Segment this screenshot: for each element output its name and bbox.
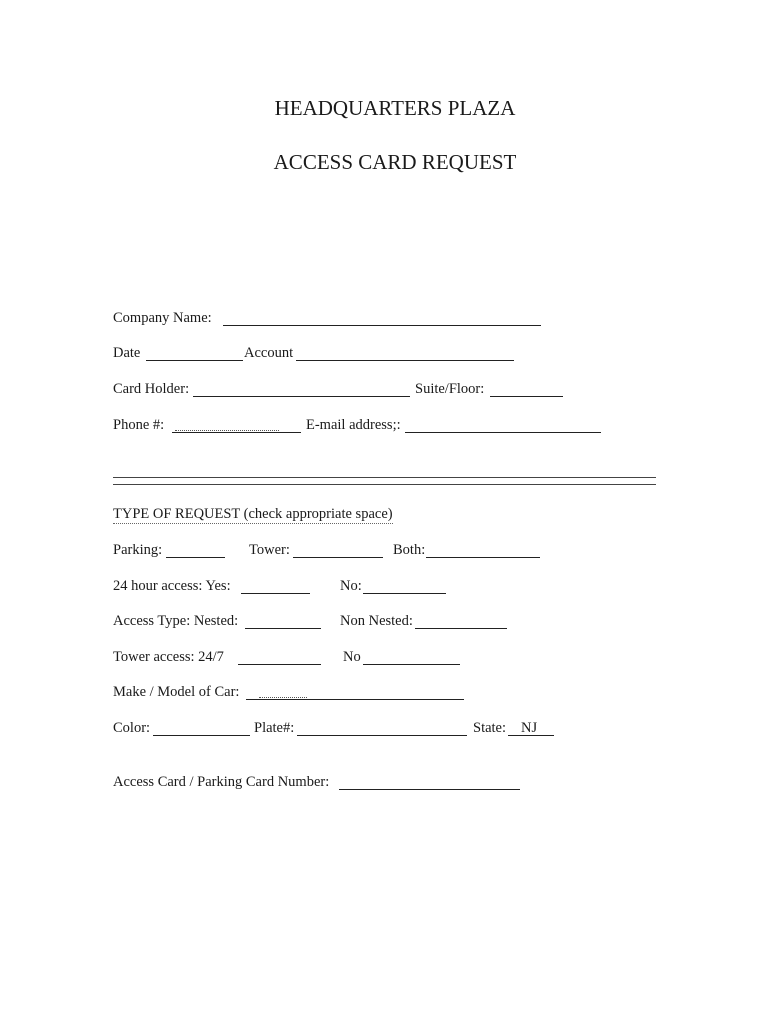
hour-access-label: 24 hour access: Yes:: [113, 578, 231, 594]
card-number-field[interactable]: [339, 789, 520, 790]
email-label: E-mail address;:: [306, 417, 401, 433]
make-model-field[interactable]: [246, 699, 464, 700]
hour-access-no-label: No:: [340, 578, 362, 594]
non-nested-field[interactable]: [415, 628, 507, 629]
tower-label: Tower:: [249, 542, 290, 558]
date-label: Date: [113, 345, 141, 361]
parking-label: Parking:: [113, 542, 163, 558]
plate-label: Plate#:: [254, 720, 295, 736]
make-model-label: Make / Model of Car:: [113, 684, 240, 700]
color-label: Color:: [113, 720, 151, 736]
hour-access-no-field[interactable]: [363, 593, 446, 594]
card-number-label: Access Card / Parking Card Number:: [113, 774, 330, 790]
both-field[interactable]: [426, 557, 540, 558]
parking-field[interactable]: [166, 557, 225, 558]
account-label: Account: [244, 345, 294, 361]
separator-line: [113, 477, 656, 478]
both-label: Both:: [393, 542, 426, 558]
card-holder-field[interactable]: [193, 396, 410, 397]
hour-access-yes-field[interactable]: [241, 593, 310, 594]
state-value: NJ: [521, 720, 538, 736]
access-type-nested-field[interactable]: [245, 628, 321, 629]
suite-floor-field[interactable]: [490, 396, 563, 397]
phone-field[interactable]: [172, 432, 301, 433]
account-field[interactable]: [296, 360, 514, 361]
suite-floor-label: Suite/Floor:: [415, 381, 485, 397]
phone-label: Phone #:: [113, 417, 165, 433]
form-title: HEADQUARTERS PLAZA: [274, 96, 516, 120]
company-name-label: Company Name:: [113, 310, 212, 326]
email-field[interactable]: [405, 432, 601, 433]
date-field[interactable]: [146, 360, 243, 361]
make-model-dotted: [259, 697, 307, 698]
tower-field[interactable]: [293, 557, 383, 558]
card-holder-label: Card Holder:: [113, 381, 190, 397]
state-label: State:: [473, 720, 507, 736]
plate-field[interactable]: [297, 735, 467, 736]
non-nested-label: Non Nested:: [340, 613, 413, 629]
tower-access-no-field[interactable]: [363, 664, 460, 665]
tower-access-no-label: No: [343, 649, 361, 665]
phone-field-dotted: [175, 430, 279, 431]
tower-access-field[interactable]: [238, 664, 321, 665]
separator-line: [113, 484, 656, 485]
tower-access-label: Tower access: 24/7: [113, 649, 224, 665]
request-heading: TYPE OF REQUEST (check appropriate space): [113, 506, 393, 522]
company-name-field[interactable]: [223, 325, 541, 326]
access-type-nested-label: Access Type: Nested:: [113, 613, 239, 629]
form-subtitle: ACCESS CARD REQUEST: [273, 150, 517, 174]
color-field[interactable]: [153, 735, 250, 736]
